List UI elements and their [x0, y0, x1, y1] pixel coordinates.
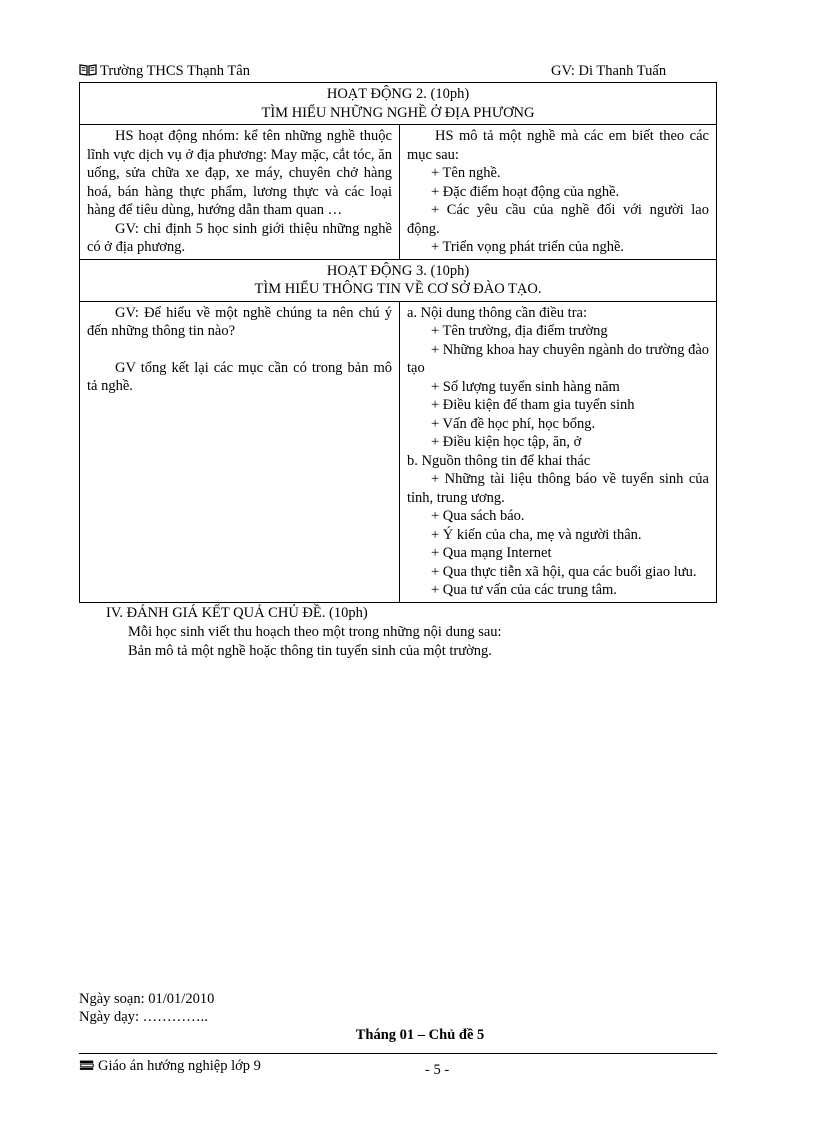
list-item: + Những khoa hay chuyên ngành do trường đào tạo — [407, 341, 710, 376]
list-item: + Tên nghề. — [431, 165, 501, 181]
book-icon — [79, 64, 97, 76]
list-item: + Số lượng tuyển sinh hàng năm — [431, 378, 620, 395]
activity3-subtitle: TÌM HIỂU THÔNG TIN VỀ CƠ SỞ ĐÀO TẠO. — [254, 281, 542, 297]
activity3-left-p2: GV tổng kết lại các mục cần có trong bản mô tả nghề. — [87, 359, 392, 394]
footer-title: Giáo án hướng nghiệp lớp 9 — [79, 1058, 261, 1074]
activity2-header — [80, 83, 717, 125]
activity3-header — [80, 259, 717, 301]
list-item: + Qua thực tiễn xã hội, qua các buổi giao lưu. — [431, 563, 697, 580]
list-item: + Qua sách báo. — [431, 508, 525, 524]
section-a-heading: a. Nội dung thông cần điều tra: — [407, 304, 587, 321]
teacher-name: GV: Di Thanh Tuấn — [551, 63, 667, 79]
month-topic-label: Tháng 01 – Chủ đề 5 — [355, 1027, 485, 1043]
page-number: - 5 - — [425, 1062, 450, 1078]
list-item: + Triển vọng phát triển của nghề. — [431, 239, 625, 255]
list-item: + Điều kiện để tham gia tuyển sinh — [431, 397, 635, 413]
footer-divider — [79, 1053, 717, 1054]
activity2-subtitle: TÌM HIỂU NHỮNG NGHỀ Ở ĐỊA PHƯƠNG — [261, 104, 535, 121]
activity3-student-col — [400, 301, 717, 602]
activity3-left-p1: GV: Để hiểu về một nghề chúng ta nên chú ý đến những thông tin nào? — [87, 304, 392, 339]
evaluation-title: IV. ĐÁNH GIÁ KẾT QUẢ CHỦ ĐỀ. (10ph) — [106, 605, 368, 621]
activity2-left-p2: GV: chỉ định 5 học sinh giới thiệu những nghề có ở địa phương. — [87, 220, 392, 255]
evaluation-line2: Bản mô tả một nghề hoặc thông tin tuyển sinh của một trường. — [128, 643, 492, 659]
list-item: + Qua mạng Internet — [431, 545, 552, 561]
list-item: + Ý kiến của cha, mẹ và người thân. — [431, 526, 642, 543]
taught-date: Ngày dạy: ………….. — [79, 1009, 208, 1025]
activity3-title: HOẠT ĐỘNG 3. (10ph) — [326, 262, 470, 279]
prepared-date: Ngày soạn: 01/01/2010 — [79, 991, 215, 1007]
activity2-header-row — [80, 83, 717, 125]
activity2-teacher-col — [80, 125, 400, 260]
list-item: + Tên trường, địa điểm trường — [431, 323, 608, 339]
evaluation-section — [106, 604, 726, 661]
activity2-title: HOẠT ĐỘNG 2. (10ph) — [326, 86, 470, 102]
activity3-content-row — [80, 301, 717, 602]
spacer — [87, 341, 392, 359]
evaluation-line1: Mỗi học sinh viết thu hoạch theo một trong những nội dung sau: — [128, 624, 502, 640]
lesson-table — [79, 82, 717, 603]
page-header — [79, 63, 719, 83]
list-item: + Đặc điểm hoạt động của nghề. — [431, 183, 620, 200]
list-item: + Vấn đề học phí, học bổng. — [431, 415, 596, 432]
books-stack-icon — [79, 1059, 95, 1071]
activity2-left-p1: HS hoạt động nhóm: kể tên những nghề thuộc lĩnh vực dịch vụ ở địa phương: May mặc, cắt tóc, ăn uống, sửa chữa xe đạp, xe máy, chuyên chở hàng hoá, bán hàng thực phẩm, lương thực và các loại hàng để tiêu dùng, hướng dẫn tham quan … — [87, 128, 392, 218]
activity2-right-intro: HS mô tả một nghề mà các em biết theo các mục sau: — [407, 128, 709, 163]
list-item: + Những tài liệu thông báo về tuyển sinh của tỉnh, trung ương. — [407, 471, 709, 506]
activity3-header-row — [80, 259, 717, 301]
list-item: + Điều kiện học tập, ăn, ở — [431, 434, 582, 450]
list-item: + Các yêu cầu của nghề đối với người lao động. — [407, 202, 709, 237]
section-b-heading: b. Nguồn thông tin để khai thác — [407, 452, 591, 469]
activity2-student-col — [400, 125, 717, 260]
page-footer — [79, 1058, 719, 1078]
school-name: Trường THCS Thạnh Tân — [79, 63, 250, 80]
list-item: + Qua tư vấn của các trung tâm. — [431, 582, 617, 598]
date-block — [79, 990, 214, 1026]
activity3-teacher-col — [80, 301, 400, 602]
activity2-content-row — [80, 125, 717, 260]
